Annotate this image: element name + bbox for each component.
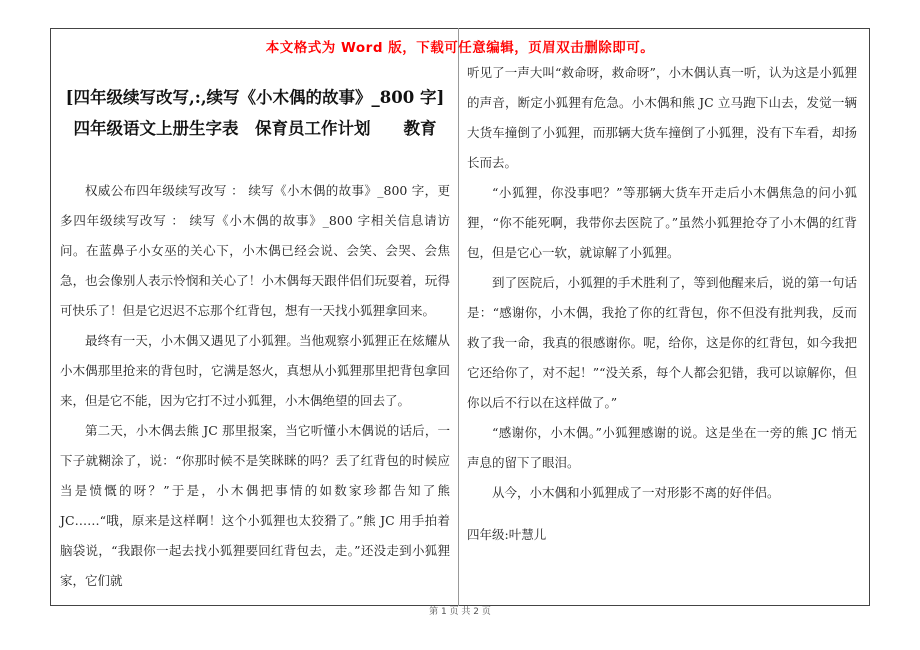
- paragraph: “小狐狸，你没事吧？”等那辆大货车开走后小木偶焦急的问小狐狸，“你不能死啊，我带你去医院了。”虽然小狐狸抢夺了小木偶的红背包，但是它心一软，就谅解了小狐狸。: [467, 185, 857, 260]
- paragraph: “感谢你，小木偶。”小狐狸感谢的说。这是坐在一旁的熊 JC 悄无声息的留下了眼泪。: [467, 425, 857, 470]
- right-column: [467, 58, 857, 550]
- author-line: 四年级:叶慧儿: [467, 527, 547, 542]
- paragraph: 权威公布四年级续写改写 ： 续写《小木偶的故事》_800 字，更多四年级续写改写 ： 续写《小木偶的故事》_800 字相关信息请访问。在蓝鼻子小女巫的关心下，小木偶已经会说、会笑、会哭、会焦急，也会像别人表示怜悯和关心了！小木偶每天跟伴侣们玩耍着，玩得可快乐了！但是它迟迟不忘那个红背包，想有一天找小狐狸拿回来。: [60, 183, 450, 318]
- column-divider: [458, 28, 459, 606]
- page-number: 第 1 页 共 2 页: [429, 607, 491, 617]
- paragraph: 最终有一天，小木偶又遇见了小狐狸。当他观察小狐狸正在炫耀从小木偶那里抢来的背包时，它满是怒火，真想从小狐狸那里把背包拿回来，但是它不能，因为它打不过小狐狸，小木偶绝望的回去了。: [60, 333, 450, 408]
- document-subtitle: 四年级语文上册生字表 保育员工作计划 教育: [73, 119, 437, 138]
- left-column: [60, 176, 450, 596]
- word-format-banner: 本文格式为 Word 版，下载可任意编辑，页眉双击删除即可。: [265, 40, 655, 56]
- paragraph: 到了医院后，小狐狸的手术胜利了，等到他醒来后，说的第一句话是：“感谢你，小木偶，我抢了你的红背包，你不但没有批判我，反而救了我一命，我真的很感谢你。呢，给你，这是你的红背包，如今我把它还给你了，对不起！”“没关系，每个人都会犯错，我可以谅解你，但你以后不行以在这样做了。”: [467, 275, 857, 410]
- paragraph: 第二天，小木偶去熊 JC 那里报案，当它听懂小木偶说的话后，一下子就糊涂了，说：“你那时候不是笑眯眯的吗？丢了红背包的时候应当是愤慨的呀？”于是，小木偶把事情的如数家珍都告知了熊 JC……“哦，原来是这样啊！这个小狐狸也太狡猾了。”熊 JC 用手拍着脑袋说，“我跟你一起去找小狐狸要回红背包去，走。”还没走到小狐狸家，它们就: [60, 423, 450, 588]
- document-title: [四年级续写改写,:,续写《小木偶的故事》_800 字]: [65, 88, 445, 107]
- paragraph: 听见了一声大叫“救命呀，救命呀”，小木偶认真一听，认为这是小狐狸的声音，断定小狐狸有危急。小木偶和熊 JC 立马跑下山去，发觉一辆大货车撞倒了小狐狸，而那辆大货车撞倒了小狐狸，没有下车看，却扬长而去。: [467, 65, 857, 170]
- paragraph: 从今，小木偶和小狐狸成了一对形影不离的好伴侣。: [492, 485, 780, 500]
